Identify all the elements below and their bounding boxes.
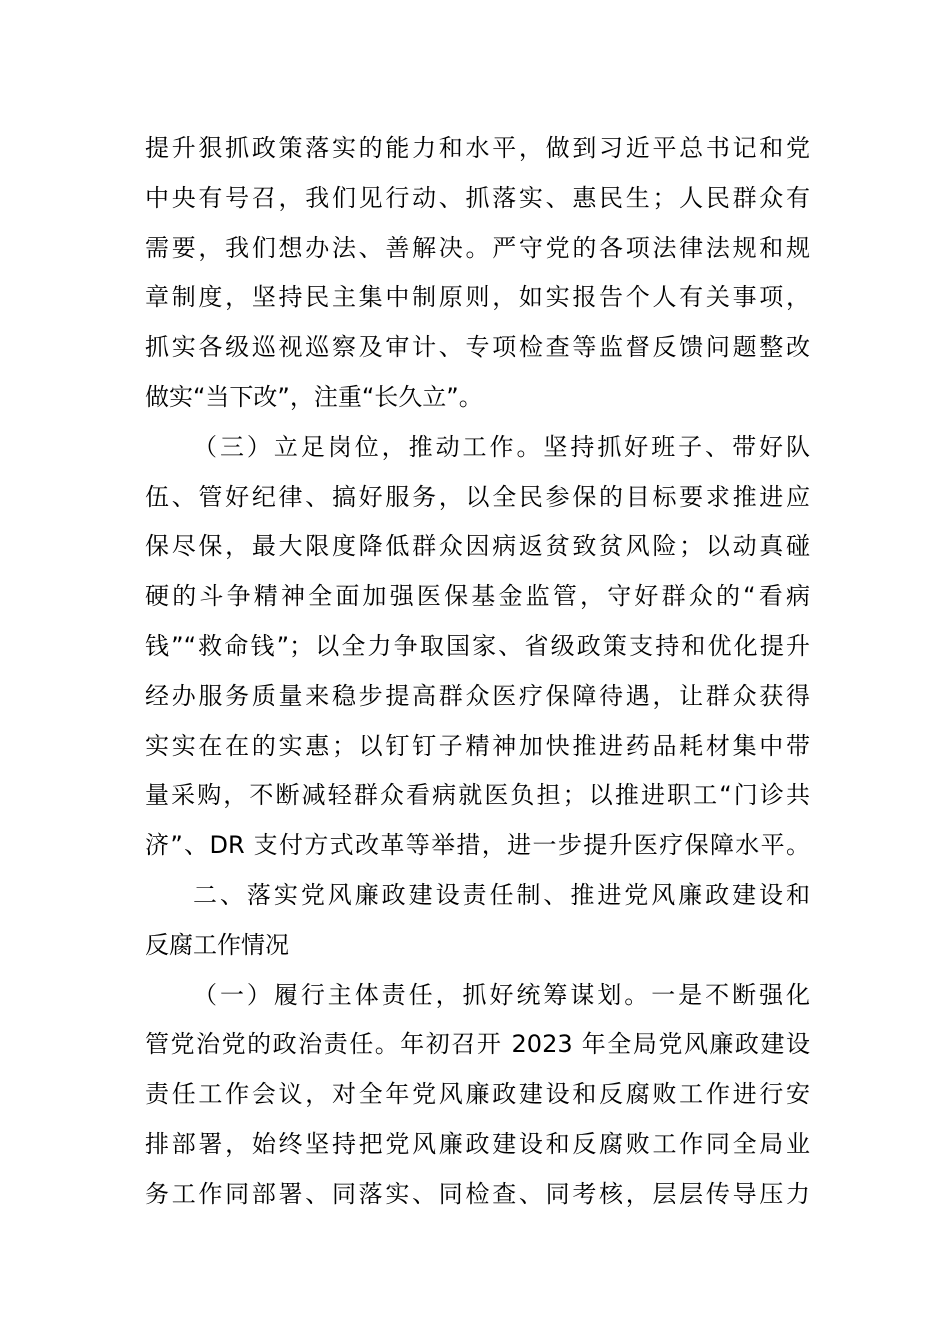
text-line: 实实在在的实惠；以钉钉子精神加快推进药品耗材集中带 [145, 731, 810, 760]
text-line: 需要，我们想办法、善解决。严守党的各项法律法规和规 [145, 233, 810, 262]
document-body [145, 124, 810, 1220]
text-line: 量采购，不断减轻群众看病就医负担；以推进职工“门诊共 [145, 781, 810, 810]
chapter-heading-line: 反腐工作情况 [145, 930, 289, 959]
text-line: 务工作同部署、同落实、同检查、同考核，层层传导压力 [145, 1179, 810, 1208]
text-line: 章制度，坚持民主集中制原则，如实报告个人有关事项， [145, 283, 810, 312]
text-line: 钱”“救命钱”；以全力争取国家、省级政策支持和优化提升 [145, 631, 810, 660]
text-line: 提升狠抓政策落实的能力和水平，做到习近平总书记和党 [145, 134, 810, 162]
text-line: 做实“当下改”，注重“长久立”。 [145, 382, 483, 411]
text-line: 保尽保，最大限度降低群众因病返贫致贫风险；以动真碰 [145, 532, 810, 561]
text-line: 经办服务质量来稳步提高群众医疗保障待遇，让群众获得 [145, 681, 810, 710]
text-line: 济”、DR 支付方式改革等举措，进一步提升医疗保障水平。 [145, 831, 810, 860]
text-line: 伍、管好纪律、搞好服务，以全民参保的目标要求推进应 [145, 482, 810, 511]
section-heading-line: （一）履行主体责任，抓好统筹谋划。一是不断强化 [193, 980, 810, 1009]
text-line: 排部署，始终坚持把党风廉政建设和反腐败工作同全局业 [145, 1129, 810, 1158]
text-line: 硬的斗争精神全面加强医保基金监管，守好群众的“看病 [145, 582, 810, 611]
text-line: 管党治党的政治责任。年初召开 2023 年全局党风廉政建设 [145, 1030, 810, 1059]
text-line: 责任工作会议，对全年党风廉政建设和反腐败工作进行安 [145, 1080, 810, 1109]
text-line: 抓实各级巡视巡察及审计、专项检查等监督反馈问题整改 [145, 333, 810, 362]
text-line: 中央有号召，我们见行动、抓落实、惠民生；人民群众有 [145, 183, 810, 212]
chapter-heading-line: 二、落实党风廉政建设责任制、推进党风廉政建设和 [193, 880, 810, 909]
section-heading-line: （三）立足岗位，推动工作。坚持抓好班子、带好队 [193, 432, 810, 461]
